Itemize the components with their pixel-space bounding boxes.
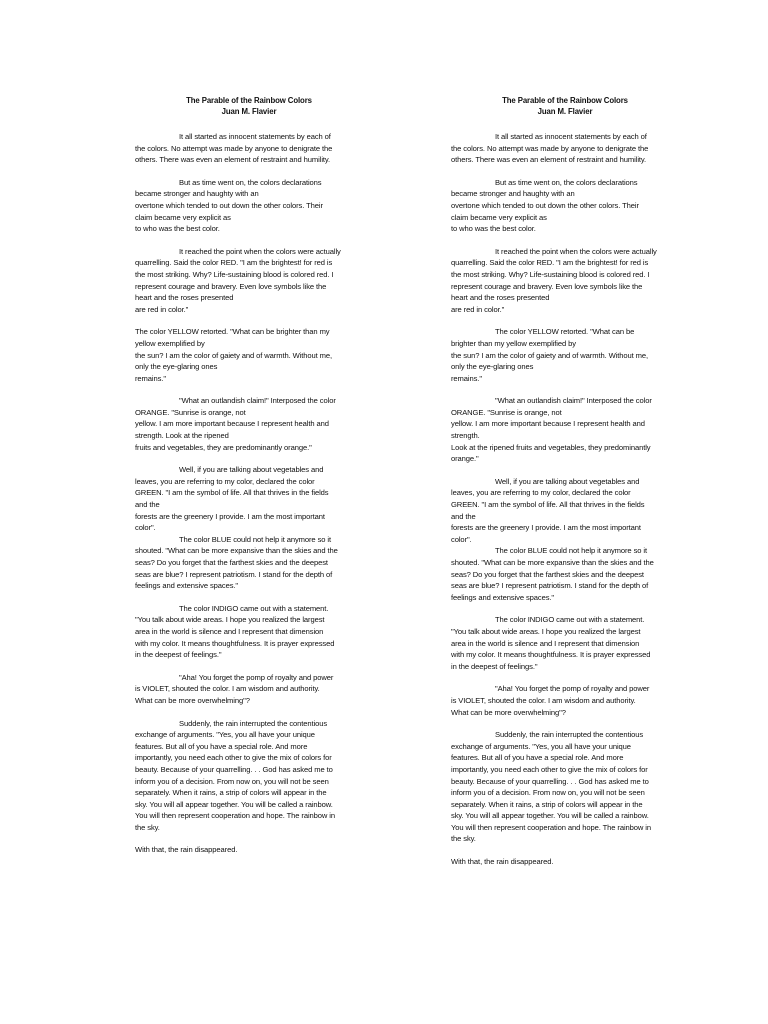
text-line: "You talk about wide areas. I hope you realized the largest (451, 626, 641, 636)
paragraph (451, 683, 679, 718)
text-line: overtone which tended to out down the other colors. Their (135, 200, 323, 210)
paragraph (135, 718, 363, 834)
text-line: represent courage and bravery. Even love symbols like the (135, 281, 327, 291)
left-column (135, 95, 363, 867)
paragraph (451, 246, 679, 316)
text-line: The color YELLOW retorted. "What can be brighter than my (135, 327, 330, 337)
text-line: the sun? I am the color of gaiety and of warmth. Without me, (135, 350, 333, 360)
text-line: inform you of a decision. From now on, you will not be seen (135, 776, 329, 786)
text-line: beauty. Because of your quarrelling. . . God has asked me to (451, 776, 649, 786)
text-line: yellow exemplified by (135, 338, 205, 348)
text-line: sky. You will all appear together. You will be called a rainbow. (451, 811, 649, 821)
text-line: color". (135, 523, 156, 533)
text-line: remains." (135, 373, 166, 383)
text-line: fruits and vegetables, they are predominantly orange." (135, 442, 312, 452)
text-line: GREEN. "I am the symbol of life. All that thrives in the fields (451, 500, 645, 510)
text-line: seas? Do you forget that the farthest skies and the deepest (135, 558, 328, 567)
text-line: You will then represent cooperation and hope. The rainbow in (135, 811, 336, 821)
paragraph (135, 534, 363, 592)
text-line: The color YELLOW retorted. "What can be (495, 327, 635, 337)
text-line: ORANGE. "Sunrise is orange, not (135, 407, 246, 417)
paragraph (451, 177, 679, 235)
text-line: sky. You will all appear together. You will be called a rainbow. (135, 799, 333, 809)
right-column-body (451, 131, 679, 868)
paragraph (135, 326, 363, 384)
text-line: are red in color." (451, 304, 505, 314)
document-author: Juan M. Flavier (221, 107, 277, 116)
text-line: "Aha! You forget the pomp of royalty and power (495, 684, 650, 694)
text-line: GREEN. "I am the symbol of life. All that thrives in the fields (135, 488, 329, 498)
text-line: separately. When it rains, a strip of colors will appear in the (451, 799, 643, 809)
text-line: exchange of arguments. "Yes, you all have your unique (135, 730, 315, 740)
text-line: The color INDIGO came out with a statement. (179, 603, 329, 613)
text-line: with my color. It means thoughtfulness. It is prayer expressed (451, 650, 651, 660)
text-line: in the deepest of feelings." (135, 650, 222, 660)
text-line: with my color. It means thoughtfulness. It is prayer expressed (135, 638, 335, 648)
text-line: brighter than my yellow exemplified by (451, 338, 576, 348)
text-line: represent courage and bravery. Even love symbols like the (451, 281, 643, 291)
paragraph (451, 395, 679, 465)
paragraph (451, 545, 679, 603)
document-author: Juan M. Flavier (537, 107, 593, 116)
text-line: It reached the point when the colors were actually (179, 246, 341, 256)
text-line: The color INDIGO came out with a statement. (495, 615, 645, 625)
paragraph (135, 131, 363, 166)
paragraph (451, 326, 679, 384)
paragraph (451, 476, 679, 546)
text-line: are red in color." (135, 304, 189, 314)
text-line: "Aha! You forget the pomp of royalty and power (179, 672, 334, 682)
text-line: importantly, you need each other to give the mix of colors for (451, 764, 648, 774)
paragraph (135, 464, 363, 534)
text-line: Well, if you are talking about vegetables and (179, 465, 324, 475)
text-line: heart and the roses presented (451, 293, 550, 303)
text-line: became stronger and haughty with an (451, 189, 575, 199)
text-line: importantly, you need each other to give the mix of colors for (135, 753, 332, 763)
paragraph (451, 729, 679, 845)
document-title-block (135, 95, 363, 117)
text-line: Suddenly, the rain interrupted the contentious (495, 730, 644, 740)
paragraph (135, 844, 363, 856)
left-column-body (135, 131, 363, 856)
text-line: the most striking. Why? Life-sustaining blood is colored red. I (451, 269, 650, 279)
text-line: the sky. (135, 822, 160, 832)
text-line: the sun? I am the color of gaiety and of warmth. Without me, (451, 350, 649, 360)
text-line: and the (135, 500, 160, 510)
text-line: color". (451, 534, 472, 544)
text-line: is VIOLET, shouted the color. I am wisdom and authority. (451, 695, 636, 705)
text-line: quarrelling. Said the color RED. "I am the brightest! for red is (451, 258, 649, 268)
paragraph (135, 246, 363, 316)
text-line: What can be more overwhelming"? (451, 707, 566, 717)
text-line: With that, the rain disappeared. (451, 857, 554, 867)
text-line: yellow. I am more important because I represent health and (451, 419, 645, 429)
text-line: But as time went on, the colors declarations (179, 177, 322, 187)
text-line: ORANGE. "Sunrise is orange, not (451, 407, 562, 417)
text-line: beauty. Because of your quarrelling. . . God has asked me to (135, 764, 333, 774)
text-line: forests are the greenery I provide. I am the most important (135, 511, 325, 521)
text-line: quarrelling. Said the color RED. "I am the brightest! for red is (135, 258, 333, 268)
text-line: But as time went on, the colors declarations (495, 177, 638, 187)
paragraph (451, 856, 679, 868)
text-line: seas are blue? I represent patriotism. I stand for the depth of (135, 569, 333, 579)
text-line: claim became very explicit as (451, 212, 547, 222)
text-line: The color BLUE could not help it anymore so it (179, 534, 331, 544)
text-line: You will then represent cooperation and hope. The rainbow in (451, 822, 652, 832)
paragraph (451, 131, 679, 166)
text-line: seas? Do you forget that the farthest skies and the deepest (451, 569, 644, 579)
text-line: Suddenly, the rain interrupted the contentious (179, 718, 328, 728)
text-line: exchange of arguments. "Yes, you all have your unique (451, 741, 631, 751)
document-title: The Parable of the Rainbow Colors (502, 96, 628, 105)
text-line: Well, if you are talking about vegetables and (495, 476, 640, 486)
document-title: The Parable of the Rainbow Colors (186, 96, 312, 105)
text-line: inform you of a decision. From now on, you will not be seen (451, 788, 645, 798)
text-line: What can be more overwhelming"? (135, 695, 250, 705)
text-line: and the (451, 511, 476, 521)
text-line: the colors. No attempt was made by anyone to denigrate the (135, 143, 333, 153)
text-line: claim became very explicit as (135, 212, 231, 222)
text-line: the most striking. Why? Life-sustaining blood is colored red. I (135, 269, 334, 279)
text-line: It all started as innocent statements by each of (495, 132, 647, 141)
text-line: to who was the best color. (135, 224, 220, 234)
text-line: orange." (451, 454, 479, 464)
text-line: area in the world is silence and I represent that dimension (135, 626, 324, 636)
text-line: others. There was even an element of restraint and humility. (135, 155, 331, 165)
text-line: separately. When it rains, a strip of colors will appear in the (135, 788, 327, 798)
text-line: remains." (451, 373, 482, 383)
text-line: strength. Look at the ripened (135, 431, 229, 441)
text-line: With that, the rain disappeared. (135, 845, 238, 855)
paragraph (135, 395, 363, 453)
text-line: feelings and extensive spaces." (135, 581, 239, 591)
paragraph (451, 614, 679, 672)
text-line: The color BLUE could not help it anymore so it (495, 546, 647, 556)
text-line: the colors. No attempt was made by anyone to denigrate the (451, 143, 649, 153)
text-line: seas are blue? I represent patriotism. I stand for the depth of (451, 581, 649, 591)
text-line: strength. (451, 431, 480, 441)
text-line: leaves, you are referring to my color, declared the color (451, 488, 631, 498)
text-line: area in the world is silence and I represent that dimension (451, 638, 640, 648)
paragraph (135, 177, 363, 235)
text-line: features. But all of you have a special role. And more (135, 741, 308, 751)
text-line: "What an outlandish claim!" Interposed the color (179, 396, 336, 406)
text-line: became stronger and haughty with an (135, 189, 259, 199)
text-line: shouted. "What can be more expansive than the skies and the (451, 558, 654, 567)
text-line: It all started as innocent statements by each of (179, 132, 331, 141)
right-column (451, 95, 679, 879)
text-line: Look at the ripened fruits and vegetables, they predominantly (451, 442, 651, 452)
text-line: the sky. (451, 834, 476, 844)
text-line: "You talk about wide areas. I hope you realized the largest (135, 615, 325, 625)
text-line: yellow. I am more important because I represent health and (135, 419, 329, 429)
document-title-block (451, 95, 679, 117)
paragraph (135, 603, 363, 661)
text-line: only the eye-glaring ones (135, 362, 218, 372)
text-line: overtone which tended to out down the other colors. Their (451, 200, 639, 210)
text-line: shouted. "What can be more expansive than the skies and the (135, 546, 338, 556)
text-line: features. But all of you have a special role. And more (451, 753, 624, 763)
text-line: forests are the greenery I provide. I am the most important (451, 523, 641, 533)
paragraph (135, 672, 363, 707)
text-line: leaves, you are referring to my color, declared the color (135, 476, 315, 486)
text-line: It reached the point when the colors were actually (495, 246, 657, 256)
text-line: heart and the roses presented (135, 293, 234, 303)
text-line: to who was the best color. (451, 224, 536, 234)
text-line: feelings and extensive spaces." (451, 592, 555, 602)
text-line: in the deepest of feelings." (451, 661, 538, 671)
text-line: others. There was even an element of restraint and humility. (451, 155, 647, 165)
text-line: only the eye-glaring ones (451, 362, 534, 372)
text-line: is VIOLET, shouted the color. I am wisdom and authority. (135, 684, 320, 694)
text-line: "What an outlandish claim!" Interposed the color (495, 396, 652, 406)
